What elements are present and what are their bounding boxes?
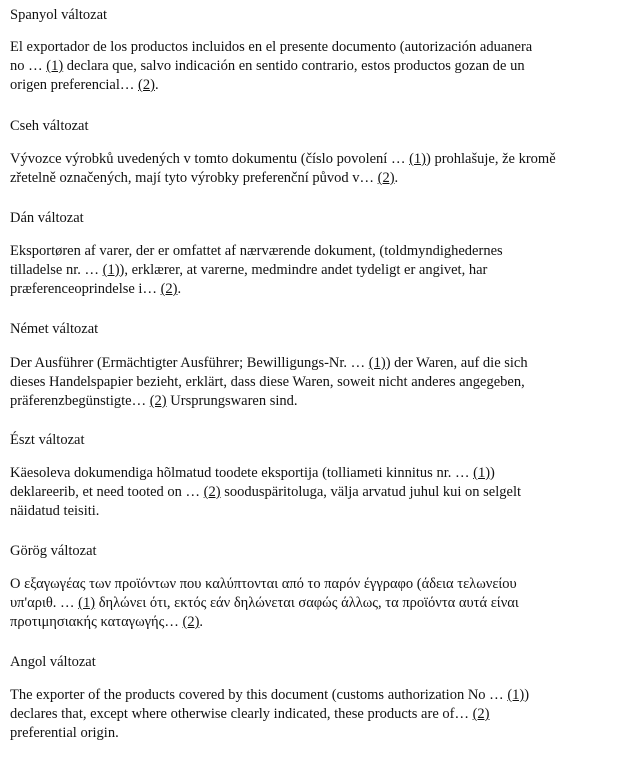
- underlined-reference: (1): [78, 595, 96, 611]
- text-line: Ο εξαγωγέας των προϊόντων που καλύπτονται από το παρόν έγγραφο (άδεια τελωνείου: [10, 576, 517, 592]
- section-text-gorog: [10, 575, 616, 632]
- section-heading-eszt: Észt változat: [10, 432, 85, 448]
- section-text-angol: [10, 686, 616, 743]
- underlined-reference: (2): [472, 706, 490, 722]
- section-heading-spanyol: Spanyol változat: [10, 7, 108, 23]
- text-line: näidatud teisiti.: [10, 503, 100, 519]
- underlined-reference: (1): [507, 687, 525, 703]
- text-line: origen preferencial… (2).: [10, 77, 159, 93]
- underlined-reference: (2): [203, 484, 221, 500]
- text-line: preferential origin.: [10, 725, 119, 741]
- text-line: Käesoleva dokumendiga hõlmatud toodete eksportija (tolliameti kinnitus nr. … (1)): [10, 465, 495, 481]
- text-line: tilladelse nr. … (1)), erklærer, at varerne, medmindre andet tydeligt er angivet, har: [10, 262, 488, 278]
- text-line: præferenceoprindelse i… (2).: [10, 281, 182, 297]
- section-text-dan: [10, 242, 616, 299]
- text-line: deklareerib, et need tooted on … (2) sooduspäritoluga, välja arvatud juhul kui on selgelt: [10, 484, 522, 500]
- text-line: Der Ausführer (Ermächtigter Ausführer; Bewilligungs-Nr. … (1)) der Waren, auf die sich: [10, 355, 528, 371]
- text-line: präferenzbegünstigte… (2) Ursprungswaren sind.: [10, 393, 298, 409]
- section-heading-nemet: Német változat: [10, 321, 99, 337]
- underlined-reference: (1): [473, 465, 491, 481]
- underlined-reference: (2): [377, 170, 395, 186]
- text-line: Eksportøren af varer, der er omfattet af nærværende dokument, (toldmyndighedernes: [10, 243, 503, 259]
- section-text-spanyol: [10, 38, 616, 95]
- text-line: El exportador de los productos incluidos en el presente documento (autorización aduanera: [10, 39, 533, 55]
- text-line: zřetelně označených, mají tyto výrobky preferenční původ v… (2).: [10, 170, 399, 186]
- section-text-eszt: [10, 464, 616, 521]
- section-text-cseh: [10, 150, 616, 188]
- section-text-nemet: [10, 354, 616, 411]
- underlined-reference: (1): [409, 151, 426, 167]
- section-heading-gorog: Görög változat: [10, 543, 97, 559]
- underlined-reference: (1): [102, 262, 120, 278]
- underlined-reference: (1): [46, 58, 64, 74]
- section-heading-angol: Angol változat: [10, 654, 96, 670]
- underlined-reference: (2): [149, 393, 167, 409]
- underlined-reference: (2): [182, 614, 200, 630]
- section-heading-dan: Dán változat: [10, 210, 84, 226]
- section-heading-cseh: Cseh változat: [10, 118, 89, 134]
- text-line: declares that, except where otherwise clearly indicated, these products are of… (2): [10, 706, 490, 722]
- text-line: dieses Handelspapier bezieht, erklärt, dass diese Waren, soweit nicht anderes angegeben,: [10, 374, 525, 390]
- text-line: προτιμησιακής καταγωγής… (2).: [10, 614, 204, 630]
- underlined-reference: (1): [368, 355, 386, 371]
- text-line: υπ'αριθ. … (1) δηλώνει ότι, εκτός εάν δηλώνεται σαφώς άλλως, τα προϊόντα αυτά είναι: [10, 595, 519, 611]
- text-line: Vývozce výrobků uvedených v tomto dokumentu (číslo povolení … (1)) prohlašuje, že kromě: [10, 151, 556, 167]
- text-line: no … (1) declara que, salvo indicación en sentido contrario, estos productos gozan de un: [10, 58, 525, 74]
- text-line: The exporter of the products covered by this document (customs authorization No … (1)): [10, 687, 530, 703]
- underlined-reference: (2): [138, 77, 155, 93]
- underlined-reference: (2): [160, 281, 178, 297]
